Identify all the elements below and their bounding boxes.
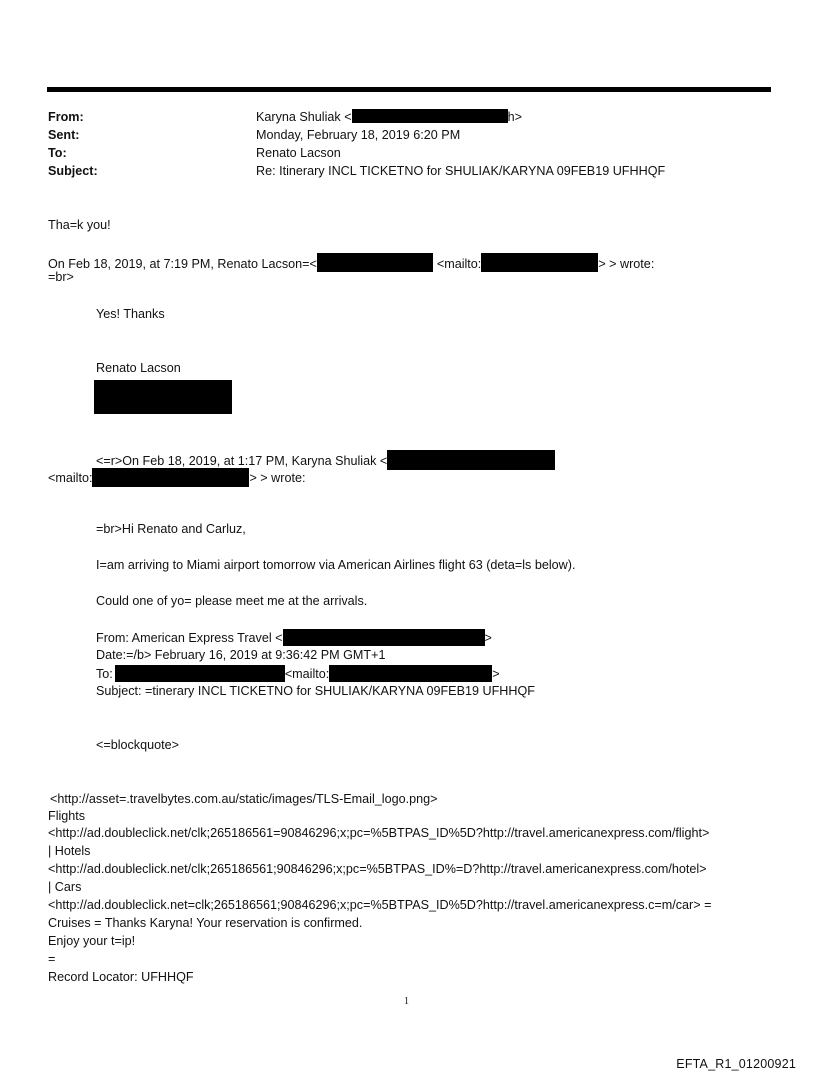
page-number: 1 <box>404 996 409 1007</box>
header-rule <box>47 87 771 92</box>
blockquote-line: <=blockquote> <box>96 738 179 752</box>
hotel-link: <http://ad.doubleclick.net/clk;265186561;90846296;x;pc=%5BTPAS_ID%=D?http://travel.americanexpress.com/hotel> <box>48 862 707 876</box>
to-label: To: <box>48 146 67 160</box>
document-id: EFTA_R1_01200921 <box>676 1057 796 1071</box>
from-value <box>256 109 522 125</box>
redaction-box <box>387 450 555 470</box>
quoted-attribution <box>96 450 555 470</box>
flights-line: Flights <box>48 809 86 823</box>
signature-name: Renato Lacson <box>96 361 181 375</box>
mailto-text: <mailto: <box>436 257 482 271</box>
greeting-line: =br>Hi Renato and Carluz, <box>96 522 246 536</box>
record-locator: Record Locator: UFHHQF <box>48 970 194 984</box>
redaction-box <box>92 468 249 487</box>
yes-thanks-line: Yes! Thanks <box>96 307 165 321</box>
forward-to-end: > <box>492 667 500 681</box>
from-label: From: <box>48 110 84 124</box>
wrote-text: > > wrote: <box>249 471 306 485</box>
sent-label: Sent: <box>48 128 80 142</box>
from-name: Karyna Shuliak < <box>256 110 352 124</box>
forward-date-line: Date:=/b> February 16, 2019 at 9:36:42 PM GMT+1 <box>96 648 386 662</box>
enjoy-line: Enjoy your t=ip! <box>48 934 136 948</box>
forward-from-text: From: American Express Travel < <box>96 631 283 645</box>
forward-to-label: To: <box>96 667 113 681</box>
asset-link: <http://asset=.travelbytes.com.au/static/images/TLS-Email_logo.png> <box>50 792 438 806</box>
redaction-box <box>481 253 598 272</box>
mailto-text: <mailto: <box>48 471 93 485</box>
attribution-text: On Feb 18, 2019, at 7:19 PM, Renato Lacson=< <box>48 257 317 271</box>
forward-subject-line: Subject: =tinerary INCL TICKETNO for SHULIAK/KARYNA 09FEB19 UFHHQF <box>96 684 535 698</box>
arriving-line: I=am arriving to Miami airport tomorrow via American Airlines flight 63 (deta=ls below). <box>96 558 576 572</box>
forward-to-line <box>96 665 500 682</box>
forward-from-line <box>96 629 492 646</box>
thanks-line: Tha=k you! <box>48 218 111 232</box>
wrote-text: > > wrote: <box>598 257 655 271</box>
br-line: =br> <box>48 270 74 284</box>
forward-from-end: > <box>484 631 492 645</box>
flight-link: <http://ad.doubleclick.net/clk;265186561=90846296;x;pc=%5BTPAS_ID%5D?http://travel.americanexpress.com/flight> <box>48 826 710 840</box>
signature-redaction <box>94 380 232 414</box>
to-value: Renato Lacson <box>256 146 341 160</box>
redaction-box <box>352 109 508 123</box>
meet-line: Could one of yo= please meet me at the arrivals. <box>96 594 368 608</box>
equals-line: = <box>48 952 56 966</box>
redaction-box <box>329 665 492 682</box>
subject-value: Re: Itinerary INCL TICKETNO for SHULIAK/KARYNA 09FEB19 UFHHQF <box>256 164 666 178</box>
sent-value: Monday, February 18, 2019 6:20 PM <box>256 128 461 142</box>
quoted-mailto-line <box>48 468 305 487</box>
redaction-box <box>115 665 285 682</box>
reply-attribution <box>48 253 654 272</box>
mailto-text: <mailto: <box>284 667 330 681</box>
cruises-line: Cruises = Thanks Karyna! Your reservation is confirmed. <box>48 916 363 930</box>
quoted-attribution-text: <=r>On Feb 18, 2019, at 1:17 PM, Karyna Shuliak < <box>96 454 388 468</box>
hotels-line: | Hotels <box>48 844 91 858</box>
redaction-box <box>283 629 485 646</box>
car-link: <http://ad.doubleclick.net=clk;265186561;90846296;x;pc=%5BTPAS_ID%5D?http://travel.americanexpress.c=m/car> = <box>48 898 712 912</box>
cars-line: | Cars <box>48 880 82 894</box>
redaction-box <box>317 253 433 272</box>
subject-label: Subject: <box>48 164 98 178</box>
from-email-end: h> <box>507 110 522 124</box>
